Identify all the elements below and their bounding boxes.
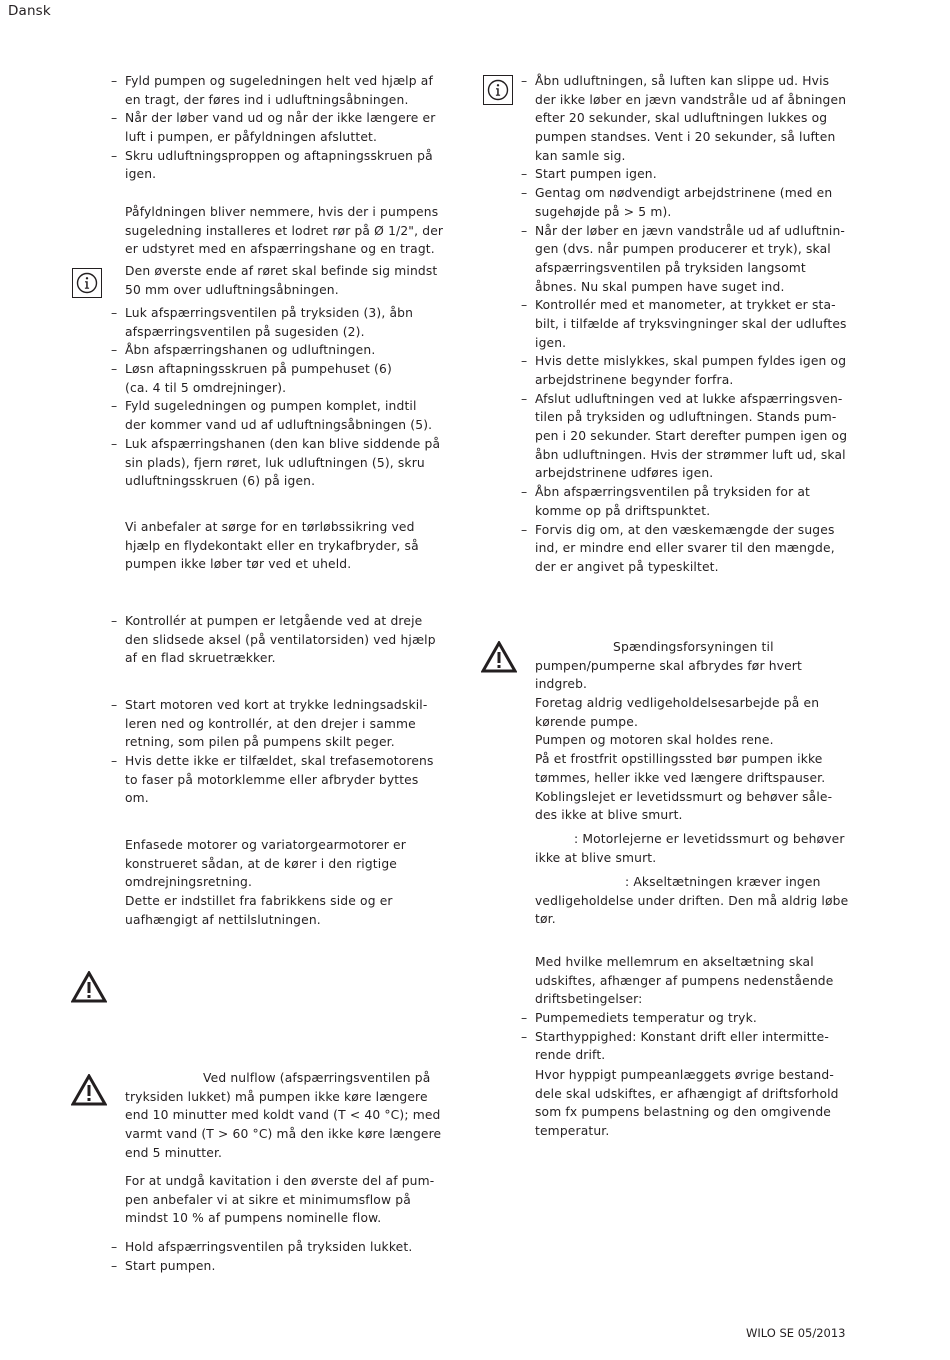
dash-bullet: – xyxy=(111,306,118,320)
dry-run-paragraph xyxy=(111,518,436,574)
text-line: Kontrollér at pumpen er letgående ved at dreje xyxy=(125,614,423,628)
text-line: Afslut udluftningen ved at lukke afspærringsven- xyxy=(535,391,843,406)
text-line: uafhængigt af nettilslutningen. xyxy=(125,912,321,927)
list-item xyxy=(111,612,436,668)
text-line: pumpen standses. Vent i 20 sekunder, så luften xyxy=(535,130,836,145)
single-phase-paragraph xyxy=(111,836,436,929)
text-line: 50 mm over udluftningsåbningen. xyxy=(125,282,339,297)
list-item xyxy=(521,1028,832,1065)
text-line: Start pumpen. xyxy=(125,1258,216,1273)
text-line: gen (dvs. når pumpen producerer et tryk), skal xyxy=(535,242,831,257)
list-item xyxy=(111,147,436,184)
dash-bullet: – xyxy=(111,1240,118,1254)
text-line: vedligeholdelse under driften. Den må aldrig løbe xyxy=(535,893,849,908)
text-line: kan samle sig. xyxy=(535,148,626,163)
text-line: sin plads), fjern røret, luk udluftningen (5), skru xyxy=(125,455,425,470)
text-line: den slidsede aksel (på ventilatorsiden) ved hjælp xyxy=(125,632,436,647)
rotation-steps-list xyxy=(111,696,436,808)
text-line: afspærringsventilen på tryksiden langsomt xyxy=(535,260,806,275)
text-line: tør. xyxy=(535,912,556,927)
text-line: en tragt, der føres ind i udluftningsåbningen. xyxy=(125,92,409,107)
text-line: sugeledning installeres et lodret rør på Ø 1/2", der xyxy=(125,223,444,238)
check-steps-list xyxy=(111,612,436,668)
dash-bullet: – xyxy=(521,1029,528,1044)
list-item xyxy=(521,184,832,221)
list-item xyxy=(521,165,832,184)
list-item xyxy=(111,435,441,491)
text-line: Forvis dig om, at den væskemængde der suges xyxy=(535,522,835,537)
text-line: om. xyxy=(125,791,149,806)
text-line: omdrejningsretning. xyxy=(125,875,253,890)
text-line: sugehøjde på > 5 m). xyxy=(535,204,672,219)
list-item xyxy=(521,296,847,352)
text-line: leren ned og kontrollér, at den drejer i samme xyxy=(125,716,416,731)
fill-steps-list xyxy=(111,72,436,184)
list-item xyxy=(111,752,436,808)
text-line: tilen på tryksiden og udluftningen. Stands pum- xyxy=(535,410,837,425)
list-item xyxy=(521,483,832,520)
text-line: tryksiden lukket) må pumpen ikke køre længere xyxy=(125,1089,428,1104)
dash-bullet: – xyxy=(521,354,528,369)
text-line: efter 20 sekunder, skal udluftningen lukkes og xyxy=(535,111,828,126)
text-line: Hvor hyppigt pumpeanlæggets øvrige bestand- xyxy=(535,1068,834,1082)
text-line: der er angivet på typeskiltet. xyxy=(535,559,719,574)
text-line: ind, er mindre end eller svarer til den mængde, xyxy=(535,541,835,556)
text-line: to faser på motorklemme eller afbryder byttes xyxy=(125,772,419,787)
text-line: afspærringsventilen på sugesiden (2). xyxy=(125,324,365,339)
dash-bullet: – xyxy=(111,111,118,126)
text-line: temperatur. xyxy=(535,1124,610,1139)
warning-icon xyxy=(71,971,107,1003)
motor-bearings-paragraph xyxy=(507,830,845,867)
text-line: Spændingsforsyningen til xyxy=(613,640,774,654)
text-line: Pumpemediets temperatur og tryk. xyxy=(535,1011,757,1025)
dash-bullet: – xyxy=(111,614,118,628)
valve-steps-list xyxy=(111,304,441,491)
list-item xyxy=(521,352,847,389)
list-item xyxy=(111,304,436,341)
text-line: Når der løber vand ud og når der ikke længere er xyxy=(125,111,436,126)
text-line: pen anbefaler vi at sikre et minimumsflow på xyxy=(125,1192,411,1207)
text-line: pumpen/pumperne skal afbrydes før hvert xyxy=(535,658,802,673)
list-item xyxy=(111,696,436,752)
list-item xyxy=(111,397,436,434)
dash-bullet: – xyxy=(521,223,528,238)
text-line: Åbn afspærringsventilen på tryksiden for at xyxy=(535,485,810,500)
text-line: Enfasede motorer og variatorgearmotorer er xyxy=(125,838,406,852)
text-line: Hvis dette ikke er tilfældet, skal trefasemotorens xyxy=(125,754,434,769)
text-line: Påfyldningen bliver nemmere, hvis der i pumpens xyxy=(125,205,439,219)
dash-bullet: – xyxy=(521,522,528,537)
list-item xyxy=(521,390,848,483)
dash-bullet: – xyxy=(521,298,528,313)
list-item xyxy=(111,109,436,146)
nullflow-warning-paragraph xyxy=(111,1069,442,1162)
text-line: er udstyret med en afspærringshane og en tragt. xyxy=(125,242,435,257)
text-line: Start pumpen igen. xyxy=(535,167,657,182)
dash-bullet: – xyxy=(111,148,118,163)
text-line: varmt vand (T > 60 °C) må den ikke køre længere xyxy=(125,1127,442,1142)
list-item xyxy=(521,1009,832,1028)
text-line: end 10 minutter med koldt vand (T < 40 °C); med xyxy=(125,1108,441,1123)
text-line: Gentag om nødvendigt arbejdstrinene (med en xyxy=(535,186,833,201)
text-line: pen i 20 sekunder. Start derefter pumpen igen og xyxy=(535,429,848,444)
text-line: Åbn afspærringshanen og udluftningen. xyxy=(125,343,376,358)
list-item xyxy=(111,1257,436,1276)
dash-bullet: – xyxy=(521,74,528,88)
text-line: arbejdstrinene udføres igen. xyxy=(535,466,714,481)
info-icon xyxy=(483,75,513,105)
text-line: igen. xyxy=(125,167,157,182)
text-line: udluftningsskruen (6) på igen. xyxy=(125,474,316,489)
dash-bullet: – xyxy=(111,362,118,377)
text-line: indgreb. xyxy=(535,677,588,692)
text-line: Dette er indstillet fra fabrikkens side og er xyxy=(125,894,393,909)
dash-bullet: – xyxy=(111,436,118,451)
text-line: af en flad skruetrækker. xyxy=(125,651,276,666)
text-line: Fyld sugeledningen og pumpen komplet, indtil xyxy=(125,399,417,414)
dash-bullet: – xyxy=(521,1011,528,1025)
text-line: udskiftes, afhænger af pumpens nedenstående xyxy=(535,973,834,988)
list-item xyxy=(111,72,436,109)
tip-paragraph xyxy=(111,203,444,259)
text-line: åbnes. Nu skal pumpen have suget ind. xyxy=(535,279,785,294)
text-line: Luk afspærringshanen (den kan blive siddende på xyxy=(125,436,441,451)
text-line: som fx pumpens belastning og den omgivende xyxy=(535,1105,832,1120)
list-item xyxy=(111,1238,436,1257)
text-line: mindst 10 % af pumpens nominelle flow. xyxy=(125,1211,382,1226)
dash-bullet: – xyxy=(111,698,118,712)
info-note-paragraph xyxy=(111,262,436,299)
warning-icon xyxy=(71,1074,107,1106)
info-icon xyxy=(72,268,102,298)
other-parts-paragraph xyxy=(507,1066,839,1141)
text-line: : Motorlejerne er levetidssmurt og behøver xyxy=(574,832,845,846)
text-line: rende drift. xyxy=(535,1048,606,1063)
vent-steps-list xyxy=(507,72,848,577)
text-line: der kommer vand ud af udluftningsåbningen (5). xyxy=(125,418,433,433)
text-line: åbn udluftningen. Hvis der strømmer luft ud, skal xyxy=(535,447,846,462)
dash-bullet: – xyxy=(521,485,528,500)
text-line: end 5 minutter. xyxy=(125,1145,223,1160)
list-item xyxy=(521,521,835,577)
dash-bullet: – xyxy=(111,1258,118,1273)
text-line: Når der løber en jævn vandstråle ud af udluftnin- xyxy=(535,223,845,238)
warning-icon xyxy=(481,641,517,673)
text-line: des ikke at blive smurt. xyxy=(535,808,683,823)
text-line: For at undgå kavitation i den øverste del af pum- xyxy=(125,1174,435,1188)
text-line: Løsn aftapningsskruen på pumpehuset (6) xyxy=(125,362,392,377)
text-line: driftsbetingelser: xyxy=(535,992,643,1007)
footer-publisher: WILO SE 05/2013 xyxy=(746,1326,846,1340)
text-line: Skru udluftningsproppen og aftapningsskruen på xyxy=(125,148,433,163)
shaft-seal-paragraph xyxy=(507,873,849,929)
text-line: komme op på driftspunktet. xyxy=(535,503,711,518)
text-line: bilt, i tilfælde af tryksvingninger skal der udluftes xyxy=(535,316,847,331)
text-line: retning, som pilen på pumpens skilt peger. xyxy=(125,735,395,750)
cavitation-paragraph xyxy=(111,1172,436,1228)
list-item xyxy=(521,72,847,165)
text-line: der ikke løber en jævn vandstråle ud af åbningen xyxy=(535,92,847,107)
text-line: Fyld pumpen og sugeledningen helt ved hjælp af xyxy=(125,74,433,88)
text-line: Pumpen og motoren skal holdes rene. xyxy=(535,733,774,748)
dash-bullet: – xyxy=(111,74,118,88)
text-line: hjælp en flydekontakt eller en trykafbryder, så xyxy=(125,538,419,553)
dash-bullet: – xyxy=(111,399,118,414)
text-line: Med hvilke mellemrum en akseltætning skal xyxy=(535,955,814,969)
text-line: : Akseltætningen kræver ingen xyxy=(625,875,821,889)
list-item xyxy=(111,360,436,397)
text-line: konstrueret sådan, at de kører i den rigtige xyxy=(125,856,398,871)
text-line: Hvis dette mislykkes, skal pumpen fyldes igen og xyxy=(535,354,847,369)
text-line: Hold afspærringsventilen på tryksiden lukket. xyxy=(125,1240,413,1254)
list-item xyxy=(521,222,845,297)
dash-bullet: – xyxy=(111,343,118,358)
text-line: Den øverste ende af røret skal befinde sig mindst xyxy=(125,264,438,278)
text-line: pumpen ikke løber tør ved et uheld. xyxy=(125,557,352,572)
replacement-paragraph xyxy=(507,953,832,1009)
dash-bullet: – xyxy=(111,754,118,769)
text-line: kørende pumpe. xyxy=(535,714,639,729)
text-line: Åbn udluftningen, så luften kan slippe ud. Hvis xyxy=(535,74,830,88)
text-line: tømmes, heller ikke ved længere driftspauser. xyxy=(535,770,826,785)
text-line: ikke at blive smurt. xyxy=(535,850,657,865)
text-line: Luk afspærringsventilen på tryksiden (3), åbn xyxy=(125,306,414,320)
text-line: dele skal udskiftes, er afhængigt af driftsforhold xyxy=(535,1086,839,1101)
final-steps-list xyxy=(111,1238,436,1275)
text-line: arbejdstrinene begynder forfra. xyxy=(535,373,734,387)
text-line: Foretag aldrig vedligeholdelsesarbejde på en xyxy=(535,696,820,711)
dash-bullet: – xyxy=(521,391,528,406)
language-label: Dansk xyxy=(8,3,51,19)
text-line: igen. xyxy=(535,335,567,350)
text-line: luft i pumpen, er påfyldningen afsluttet. xyxy=(125,130,378,145)
text-line: Start motoren ved kort at trykke ledningsadskil- xyxy=(125,698,428,712)
text-line: På et frostfrit opstillingssted bør pumpen ikke xyxy=(535,752,823,767)
text-line: Starthyppighed: Konstant drift eller intermitte- xyxy=(535,1029,829,1044)
text-line: Kontrollér med et manometer, at trykket er sta- xyxy=(535,298,836,313)
text-line: Vi anbefaler at sørge for en tørløbssikring ved xyxy=(125,520,415,534)
maintenance-warning-paragraph xyxy=(507,638,832,825)
dash-bullet: – xyxy=(521,167,528,182)
list-item xyxy=(111,341,436,360)
text-line: Ved nulflow (afspærringsventilen på xyxy=(203,1071,431,1085)
dash-bullet: – xyxy=(521,186,528,201)
conditions-list xyxy=(507,1009,832,1065)
text-line: (ca. 4 til 5 omdrejninger). xyxy=(125,380,287,395)
text-line: Koblingslejet er levetidssmurt og behøver såle- xyxy=(535,789,833,804)
